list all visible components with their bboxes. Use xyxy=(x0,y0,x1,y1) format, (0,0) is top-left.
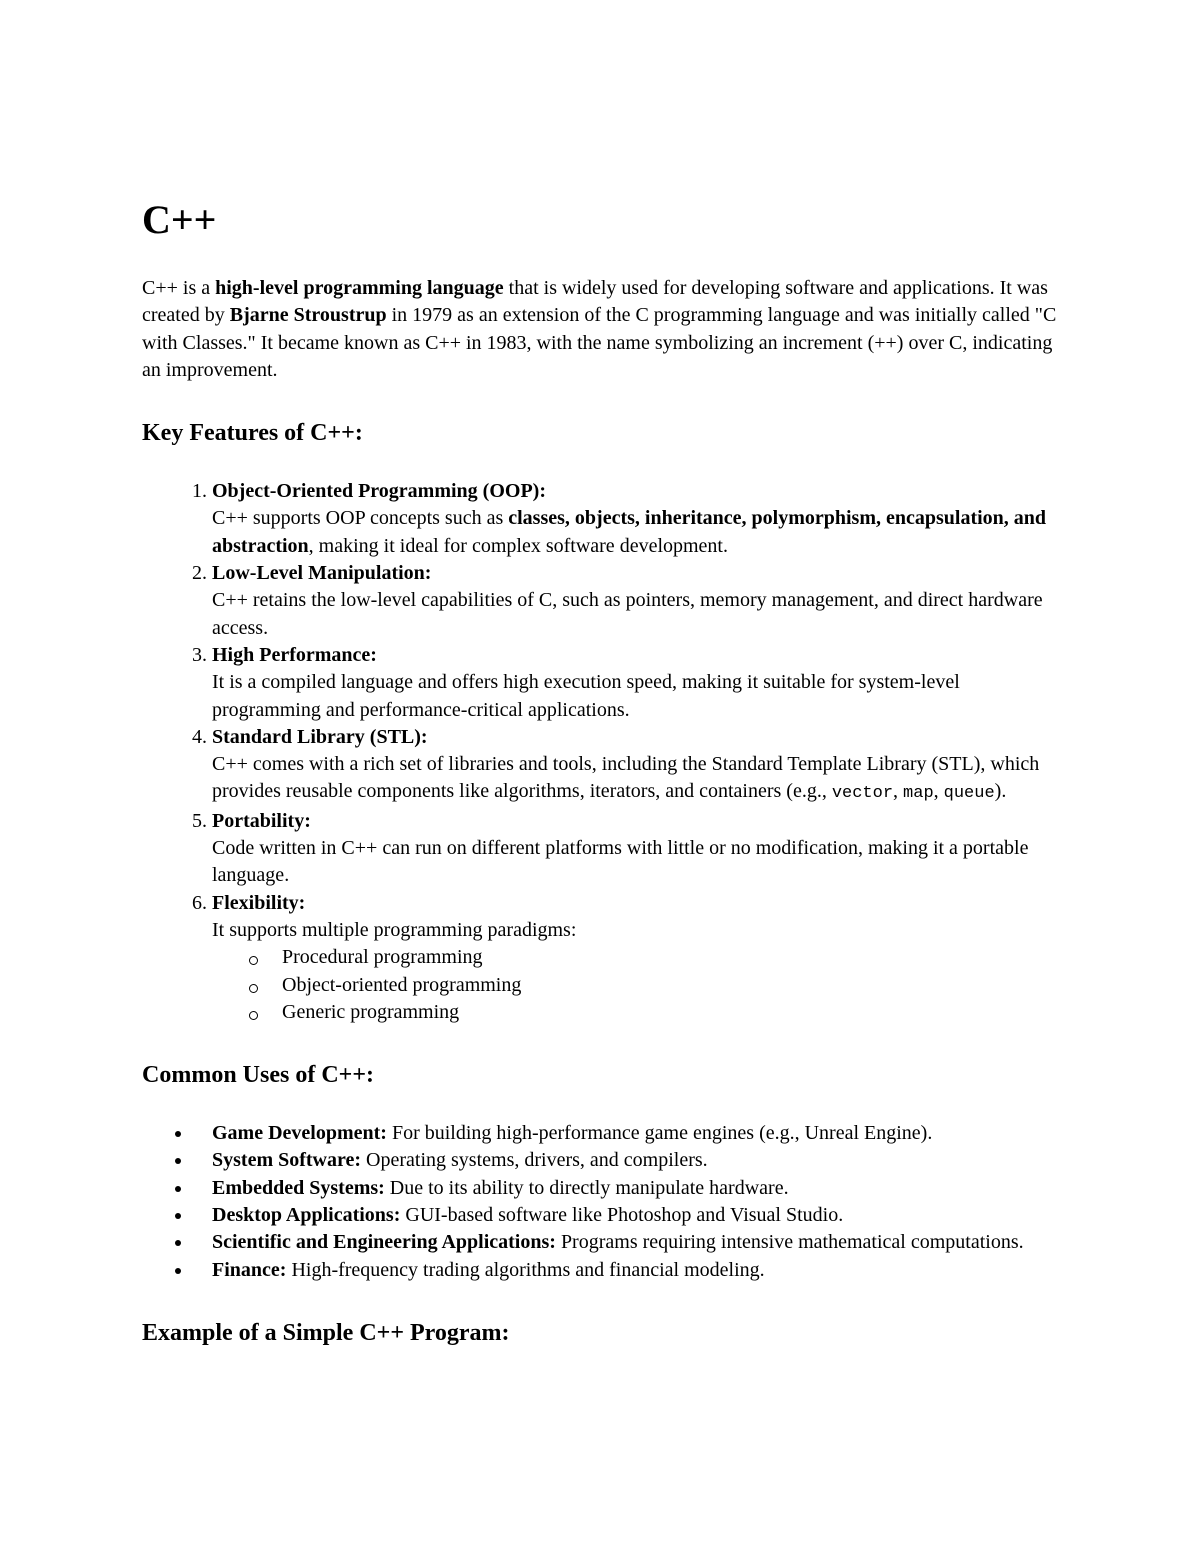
circle-bullet-icon xyxy=(249,1011,258,1020)
uses-list xyxy=(142,1120,1062,1284)
feature-item xyxy=(212,808,1062,890)
intro-paragraph xyxy=(142,275,1062,384)
feature-item xyxy=(212,478,1062,560)
use-label: Scientific and Engineering Applications: xyxy=(212,1231,556,1254)
intro-text-2: that is widely used for developing software and applications. It was created by xyxy=(142,277,1048,327)
use-item xyxy=(212,1229,1062,1256)
bullet-icon xyxy=(175,1268,181,1274)
uses-heading: Common Uses of C++: xyxy=(142,1062,374,1089)
bullet-icon xyxy=(175,1240,181,1246)
feature-text: C++ comes with a rich set of libraries and tools, including the Standard Template Library (STL), which provides reusable components like algorithms, iterators, and containers (e.g., xyxy=(212,753,1040,803)
circle-bullet-icon xyxy=(249,984,258,993)
use-text: High-frequency trading algorithms and financial modeling. xyxy=(286,1258,765,1281)
paradigm-label: Generic programming xyxy=(282,1000,460,1023)
use-text: For building high-performance game engines (e.g., Unreal Engine). xyxy=(386,1122,933,1145)
code-vector: vector xyxy=(831,784,894,804)
intro-text-3: in 1979 as an extension of the C programming language and was initially called "C with Classes." It became known as C++ in 1983, with the name symbolizing an increment (++) over C, indicating an improvement. xyxy=(142,304,1057,381)
use-label: Game Development: xyxy=(212,1122,387,1145)
use-text: Programs requiring intensive mathematical computations. xyxy=(555,1231,1024,1254)
feature-item xyxy=(212,724,1062,808)
feature-text-end: ). xyxy=(994,780,1007,803)
bullet-icon xyxy=(175,1158,181,1164)
feature-title: High Performance: xyxy=(212,643,377,666)
document-page xyxy=(142,192,1062,1348)
intro-text-1: C++ is a xyxy=(142,277,216,299)
paradigm-list xyxy=(212,944,1062,1026)
feature-item xyxy=(212,642,1062,724)
use-item xyxy=(212,1202,1062,1229)
use-item xyxy=(212,1120,1062,1147)
features-list xyxy=(142,478,1062,1026)
feature-bold-text: classes, objects, inheritance, polymorphism, encapsulation, and abstraction xyxy=(212,507,1047,557)
feature-title: Low-Level Manipulation: xyxy=(212,562,432,585)
code-queue: queue xyxy=(943,784,995,804)
feature-text: It is a compiled language and offers high execution speed, making it suitable for system-level programming and performance-critical applications. xyxy=(212,671,960,721)
separator: , xyxy=(893,780,904,803)
feature-text: , making it ideal for complex software development. xyxy=(308,534,728,557)
paradigm-label: Object-oriented programming xyxy=(282,973,522,996)
page-title: C++ xyxy=(142,197,217,242)
feature-title: Portability: xyxy=(212,809,311,832)
intro-bold-2: Bjarne Stroustrup xyxy=(229,304,387,327)
use-label: Desktop Applications: xyxy=(212,1204,401,1227)
bullet-icon xyxy=(175,1131,181,1137)
bullet-icon xyxy=(175,1186,181,1192)
feature-title: Standard Library (STL): xyxy=(212,725,428,748)
feature-item xyxy=(212,890,1062,1026)
use-item xyxy=(212,1257,1062,1284)
feature-text: C++ supports OOP concepts such as xyxy=(212,507,509,530)
paradigm-label: Procedural programming xyxy=(282,946,483,969)
feature-text: C++ retains the low-level capabilities of C, such as pointers, memory management, and direct hardware access. xyxy=(212,589,1043,639)
feature-title: Flexibility: xyxy=(212,891,306,914)
use-label: Finance: xyxy=(212,1258,287,1281)
use-label: System Software: xyxy=(212,1149,362,1172)
use-text: Due to its ability to directly manipulate hardware. xyxy=(384,1176,789,1199)
paradigm-item xyxy=(242,999,1062,1026)
feature-title: Object-Oriented Programming (OOP): xyxy=(212,480,546,503)
feature-text: It supports multiple programming paradigms: xyxy=(212,918,577,941)
use-item xyxy=(212,1147,1062,1174)
feature-text: Code written in C++ can run on different platforms with little or no modification, making it a portable language. xyxy=(212,837,1029,887)
example-heading: Example of a Simple C++ Program: xyxy=(142,1319,510,1346)
bullet-icon xyxy=(175,1213,181,1219)
feature-item xyxy=(212,560,1062,642)
paradigm-item xyxy=(242,972,1062,999)
use-label: Embedded Systems: xyxy=(212,1176,385,1199)
features-heading: Key Features of C++: xyxy=(142,420,363,447)
code-map: map xyxy=(903,784,934,804)
circle-bullet-icon xyxy=(249,956,258,965)
use-text: Operating systems, drivers, and compilers. xyxy=(361,1149,708,1172)
use-text: GUI-based software like Photoshop and Visual Studio. xyxy=(400,1204,844,1227)
use-item xyxy=(212,1175,1062,1202)
paradigm-item xyxy=(242,944,1062,971)
intro-bold-1: high-level programming language xyxy=(215,277,504,299)
separator: , xyxy=(933,780,944,803)
